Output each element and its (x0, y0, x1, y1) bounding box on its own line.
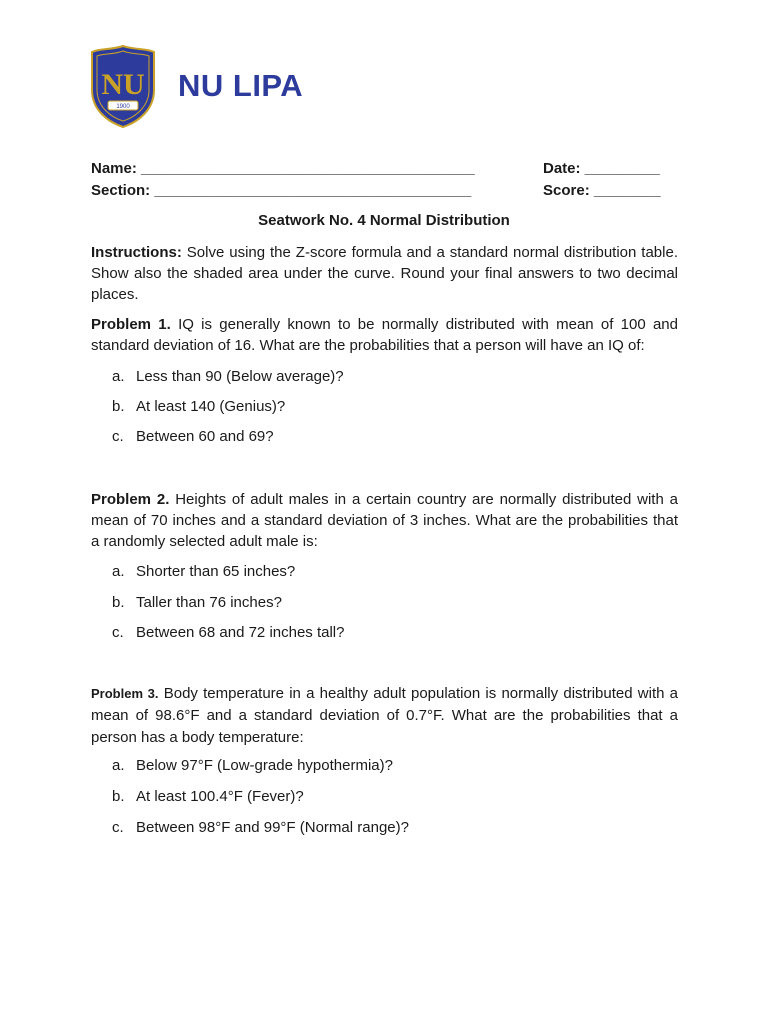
name-field[interactable]: Name: ________________________________________ (91, 160, 475, 177)
problem-3-text: Body temperature in a healthy adult population is normally distributed with a mean of 98.6°F and a standard deviation of 0.7°F. What are the probabilities that a person has a body temperature: (91, 685, 679, 746)
logo-year: 1900 (116, 104, 130, 110)
item-text: Between 60 and 69? (136, 428, 274, 445)
item-text: At least 100.4°F (Fever)? (136, 788, 304, 805)
header (90, 44, 303, 128)
score-field[interactable]: Score: ________ (543, 182, 661, 199)
item-text: Shorter than 65 inches? (136, 563, 296, 580)
date-field[interactable]: Date: _________ (543, 160, 660, 177)
item-text: At least 140 (Genius)? (136, 398, 286, 415)
item-letter: a. (112, 757, 125, 774)
problem-1-item-a (112, 368, 344, 385)
problem-3-item-c (112, 819, 409, 836)
nu-shield-logo (90, 44, 156, 128)
page-title: Seatwork No. 4 Normal Distribution (258, 212, 510, 229)
problem-2-item-c (112, 624, 344, 641)
item-text: Below 97°F (Low-grade hypothermia)? (136, 757, 393, 774)
problem-3-label: Problem 3. (91, 686, 159, 701)
item-letter: b. (112, 788, 125, 805)
instructions (91, 242, 678, 305)
item-text: Between 98°F and 99°F (Normal range)? (136, 819, 409, 836)
brand-name: NU LIPA (178, 68, 304, 103)
problem-3 (91, 683, 678, 749)
problem-1-text: IQ is generally known to be normally distributed with mean of 100 and standard deviation of 16. What are the probabilities that a person will have an IQ of: (91, 316, 678, 354)
item-letter: b. (112, 594, 125, 611)
problem-1-item-b (112, 398, 285, 415)
problem-3-item-b (112, 788, 304, 805)
logo-letters: NU (101, 68, 145, 101)
problem-1-label: Problem 1. (91, 316, 171, 333)
item-letter: a. (112, 368, 125, 385)
problem-2-text: Heights of adult males in a certain country are normally distributed with a mean of 70 inches and a standard deviation of 3 inches. What are the probabilities that a randomly selected adult male is: (91, 491, 678, 550)
problem-1 (91, 314, 678, 356)
item-letter: c. (112, 819, 124, 836)
item-text: Taller than 76 inches? (136, 594, 282, 611)
problem-1-item-c (112, 428, 274, 445)
item-letter: c. (112, 428, 124, 445)
item-letter: b. (112, 398, 125, 415)
item-text: Between 68 and 72 inches tall? (136, 624, 345, 641)
instructions-text: Solve using the Z-score formula and a standard normal distribution table. Show also the shaded area under the curve. Round your final answers to two decimal places. (91, 244, 678, 303)
problem-2 (91, 489, 678, 552)
instructions-label: Instructions: (91, 244, 182, 261)
item-text: Less than 90 (Below average)? (136, 368, 344, 385)
problem-3-item-a (112, 757, 393, 774)
item-letter: c. (112, 624, 124, 641)
section-field[interactable]: Section: ______________________________________ (91, 182, 472, 199)
problem-2-label: Problem 2. (91, 491, 170, 508)
problem-2-item-b (112, 594, 282, 611)
item-letter: a. (112, 563, 125, 580)
problem-2-item-a (112, 563, 295, 580)
